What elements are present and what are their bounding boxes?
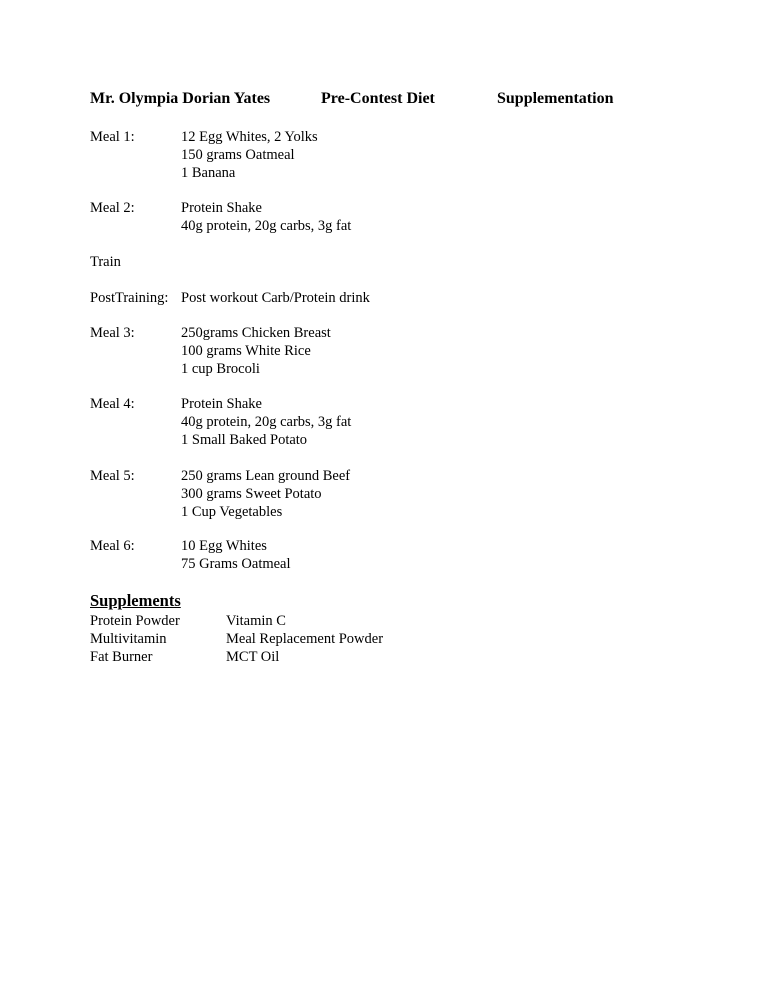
meal-item: 250grams Chicken Breast bbox=[181, 325, 331, 341]
supplement-item: MCT Oil bbox=[226, 649, 280, 665]
meal-item: 1 Small Baked Potato bbox=[181, 432, 308, 448]
meal-items bbox=[181, 289, 370, 307]
meal-item: 40g protein, 20g carbs, 3g fat bbox=[181, 218, 352, 234]
meal-label: Meal 6: bbox=[90, 538, 135, 554]
post-training-label: PostTraining: bbox=[90, 290, 169, 306]
meal-label: Meal 3: bbox=[90, 325, 135, 341]
meal-item: 150 grams Oatmeal bbox=[181, 147, 295, 163]
meal-item: 1 Cup Vegetables bbox=[181, 504, 283, 520]
supplement-item: Vitamin C bbox=[226, 613, 286, 629]
document-title: Mr. Olympia Dorian Yates bbox=[90, 90, 271, 107]
meal-label: Meal 4: bbox=[90, 396, 135, 412]
supplement-item: Protein Powder bbox=[90, 613, 180, 629]
meal-item: 1 Banana bbox=[181, 165, 236, 181]
document-header bbox=[90, 90, 690, 114]
diet-heading: Pre-Contest Diet bbox=[321, 90, 435, 107]
meal-item: 12 Egg Whites, 2 Yolks bbox=[181, 129, 318, 145]
supplement-item: Meal Replacement Powder bbox=[226, 631, 384, 647]
meal-items bbox=[181, 128, 318, 182]
meal-items bbox=[181, 324, 331, 378]
meal-items bbox=[181, 467, 350, 521]
meal-item: Post workout Carb/Protein drink bbox=[181, 290, 370, 306]
meal-item: 300 grams Sweet Potato bbox=[181, 486, 322, 502]
supplements-list-right bbox=[226, 612, 383, 666]
meal-item: 10 Egg Whites bbox=[181, 538, 267, 554]
meal-items bbox=[181, 395, 351, 449]
supplements-heading: Supplements bbox=[90, 591, 181, 610]
supplements-list-left bbox=[90, 612, 180, 666]
train-label: Train bbox=[90, 254, 121, 270]
meal-items bbox=[181, 537, 291, 573]
meal-label: Meal 2: bbox=[90, 200, 135, 216]
meal-label: Meal 1: bbox=[90, 129, 135, 145]
meal-item: Protein Shake bbox=[181, 200, 262, 216]
meal-item: 100 grams White Rice bbox=[181, 343, 311, 359]
supplement-item: Multivitamin bbox=[90, 631, 167, 647]
supplement-item: Fat Burner bbox=[90, 649, 153, 665]
meal-item: 40g protein, 20g carbs, 3g fat bbox=[181, 414, 352, 430]
meal-item: Protein Shake bbox=[181, 396, 262, 412]
meal-label: Meal 5: bbox=[90, 468, 135, 484]
meal-items bbox=[181, 199, 351, 235]
meal-item: 250 grams Lean ground Beef bbox=[181, 468, 351, 484]
supplementation-heading: Supplementation bbox=[497, 90, 614, 107]
meal-item: 75 Grams Oatmeal bbox=[181, 556, 291, 572]
meal-item: 1 cup Brocoli bbox=[181, 361, 260, 377]
